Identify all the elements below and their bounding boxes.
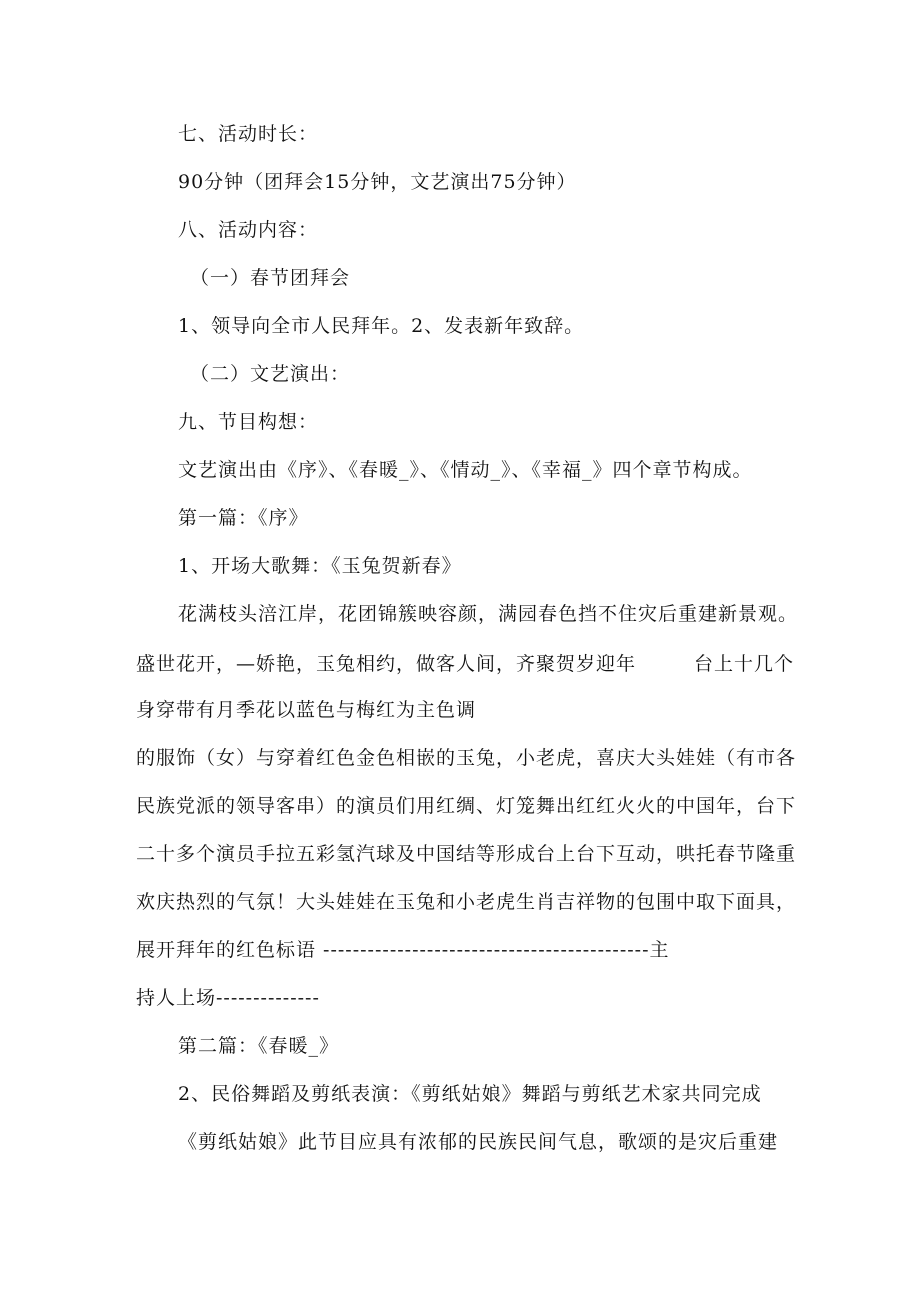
paragraph-line-7: 欢庆热烈的气氛！大头娃娃在玉兔和小老虎生肖吉祥物的包围中取下面具， — [136, 891, 797, 913]
paragraph-paper-cut: 《剪纸姑娘》此节目应具有浓郁的民族民间气息，歌颂的是灾后重建 — [178, 1131, 779, 1153]
paragraph-program-chapters: 文艺演出由《序》、《春暖_》、《情动_》、《幸福_》四个章节构成。 — [178, 459, 753, 481]
paragraph-line-2-tail: 台上十几个 — [694, 653, 795, 675]
heading-program-concept: 九、节目构想： — [178, 411, 319, 433]
paragraph-line-1: 花满枝头涪江岸，花团锦簇映容颜，满园春色挡不住灾后重建新景观。 — [178, 603, 799, 625]
heading-activity-duration: 七、活动时长： — [178, 123, 319, 145]
subheading-art-performance: （二）文艺演出： — [190, 363, 351, 385]
paragraph-duration-detail: 90分钟（团拜会15分钟，文艺演出75分钟） — [178, 171, 577, 193]
heading-chapter-one: 第一篇：《序》 — [178, 507, 309, 529]
paragraph-line-4: 的服饰（女）与穿着红色金色相嵌的玉兔，小老虎，喜庆大头娃娃（有市各 — [136, 747, 797, 769]
paragraph-line-5: 民族党派的领导客串）的演员们用红绸、灯笼舞出红红火火的中国年，台下 — [136, 795, 797, 817]
paragraph-line-3: 身穿带有月季花以蓝色与梅红为主色调 — [136, 699, 477, 721]
subheading-spring-gathering: （一）春节团拜会 — [190, 267, 351, 289]
paragraph-leader-greetings: 1、领导向全市人民拜年。2、发表新年致辞。 — [178, 315, 585, 337]
item-opening-dance: 1、开场大歌舞：《玉兔贺新春》 — [178, 555, 462, 577]
paragraph-line-9: 持人上场-------------- — [136, 987, 320, 1009]
heading-chapter-two: 第二篇：《春暖_》 — [178, 1035, 340, 1057]
heading-activity-content: 八、活动内容： — [178, 219, 319, 241]
paragraph-line-2: 盛世花开，—娇艳，玉兔相约，做客人间，齐聚贺岁迎年 — [136, 653, 637, 675]
paragraph-line-8: 展开拜年的红色标语 --------------------------------------------主 — [136, 939, 670, 961]
paragraph-line-6: 二十多个演员手拉五彩氢汽球及中国结等形成台上台下互动，哄托春节隆重 — [136, 843, 797, 865]
item-folk-dance: 2、民俗舞蹈及剪纸表演：《剪纸姑娘》舞蹈与剪纸艺术家共同完成 — [178, 1083, 762, 1105]
